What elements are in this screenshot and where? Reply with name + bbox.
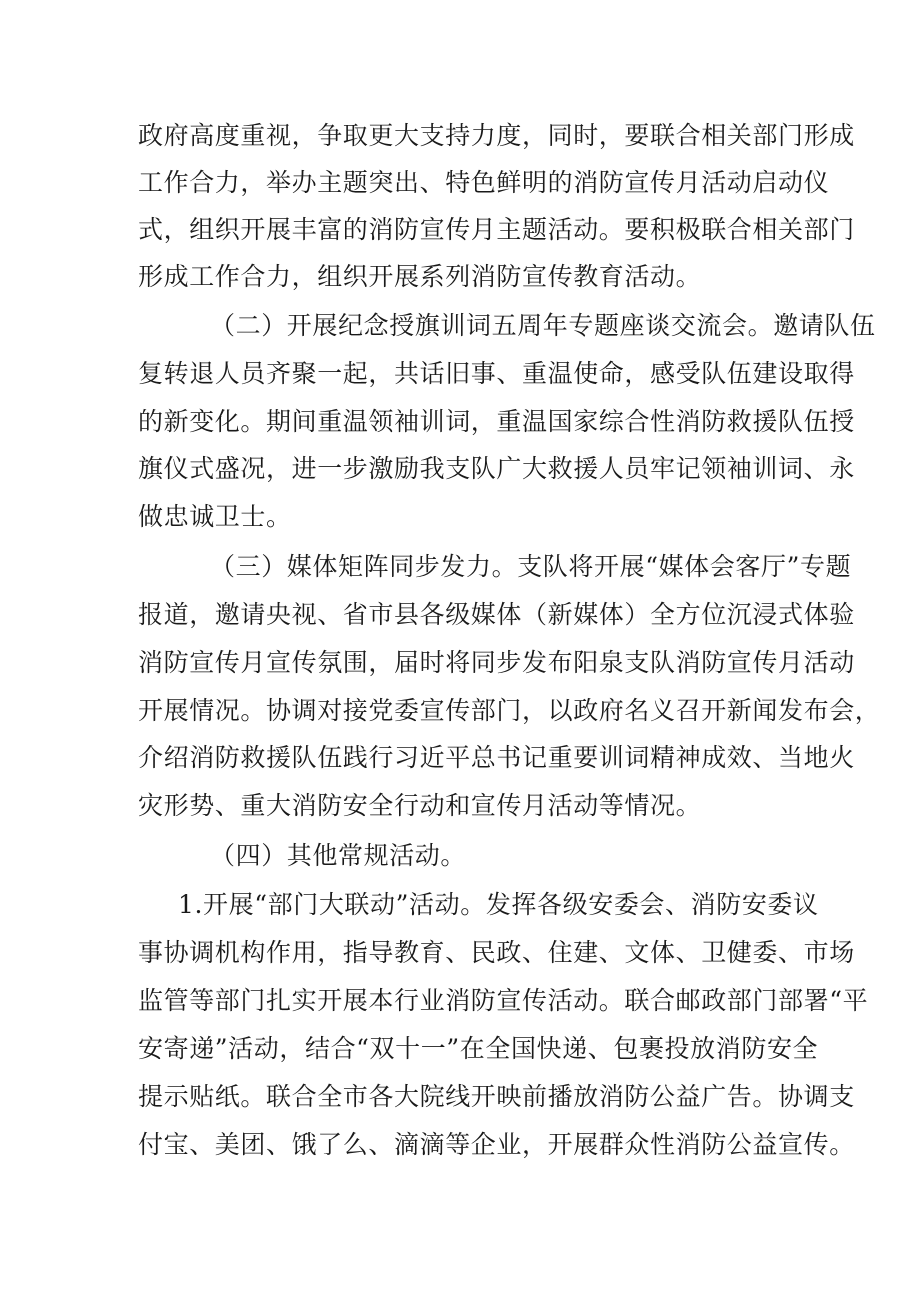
section-heading-2: （二）开展纪念授旗训词五周年专题座谈交流会。邀请队伍: [210, 311, 876, 340]
text-line: 复转退人员齐聚一起，共话旧事、重温使命，感受队伍建设取得: [138, 359, 855, 388]
text-line: 监管等部门扎实开展本行业消防宣传活动。联合邮政部门部署“平: [138, 986, 869, 1015]
text-line: 安寄递”活动，结合“双十一”在全国快递、包裹投放消防安全: [138, 1034, 819, 1063]
section-heading-3: （三）媒体矩阵同步发力。支队将开展“媒体会客厅”专题: [210, 552, 852, 581]
text-line: 工作合力，举办主题突出、特色鲜明的消防宣传月活动启动仪: [138, 168, 830, 197]
text-line: 开展情况。协调对接党委宣传部门，以政府名义召开新闻发布会，: [138, 696, 881, 725]
text-line: 事协调机构作用，指导教育、民政、住建、文体、卫健委、市场: [138, 938, 855, 967]
text-line: 形成工作合力，组织开展系列消防宣传教育活动。: [138, 262, 702, 291]
text-line: 消防宣传月宣传氛围，届时将同步发布阳泉支队消防宣传月活动: [138, 648, 855, 677]
text-line: 付宝、美团、饿了么、滴滴等企业，开展群众性消防公益宣传。: [138, 1130, 855, 1159]
text-line: 报道，邀请央视、省市县各级媒体（新媒体）全方位沉浸式体验: [138, 600, 855, 629]
text-line: 做忠诚卫士。: [138, 502, 292, 531]
text-line: 介绍消防救援队伍践行习近平总书记重要训词精神成效、当地火: [138, 743, 855, 772]
text-line: 灾形势、重大消防安全行动和宣传月活动等情况。: [138, 791, 702, 820]
item-1-heading: 1.开展“部门大联动”活动。发挥各级安委会、消防安委议: [178, 890, 819, 919]
text-line: 政府高度重视，争取更大支持力度，同时，要联合相关部门形成: [138, 121, 855, 150]
text-line: 旗仪式盛况，进一步激励我支队广大救援人员牢记领袖训词、永: [138, 454, 855, 483]
text-line: 的新变化。期间重温领袖训词，重温国家综合性消防救援队伍授: [138, 407, 855, 436]
section-heading-4: （四）其他常规活动。: [210, 841, 467, 870]
text-line: 提示贴纸。联合全市各大院线开映前播放消防公益广告。协调支: [138, 1082, 855, 1111]
text-line: 式，组织开展丰富的消防宣传月主题活动。要积极联合相关部门: [138, 215, 855, 244]
